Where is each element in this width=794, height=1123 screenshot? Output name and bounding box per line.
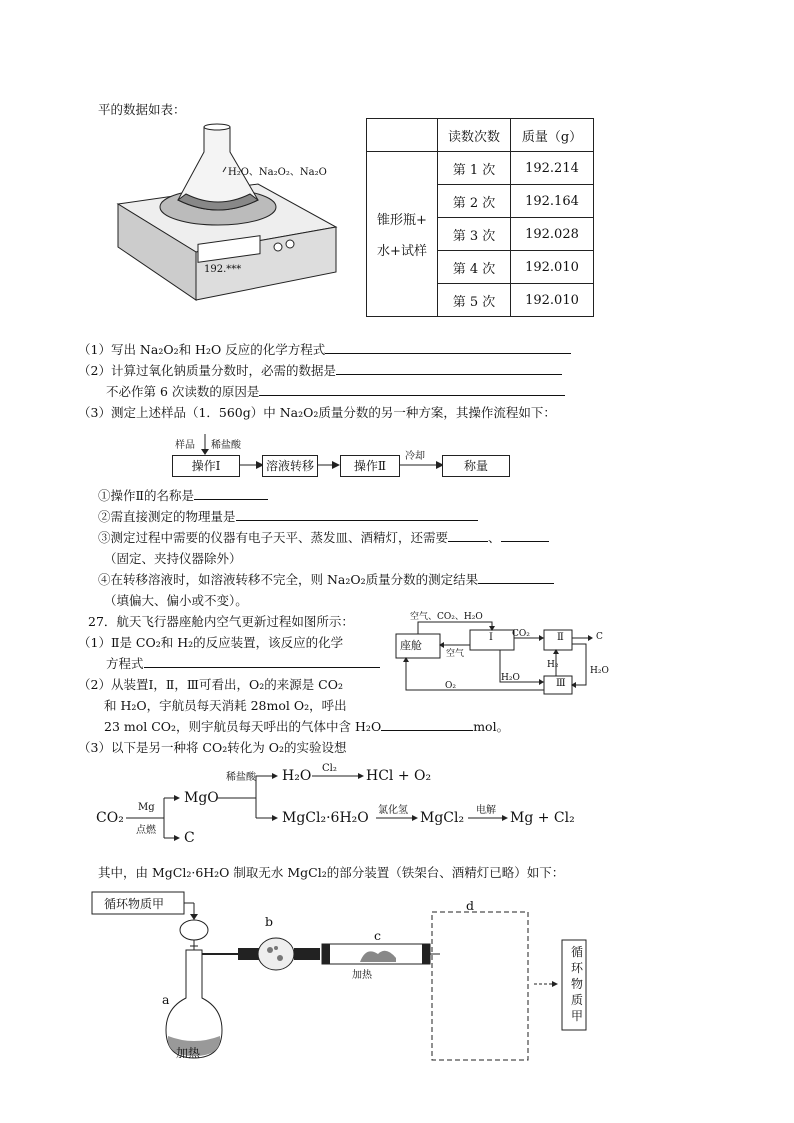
answer-blank[interactable] xyxy=(194,487,268,500)
answer-blank[interactable] xyxy=(144,655,380,668)
intro-text: 平的数据如表： xyxy=(98,102,186,117)
table-row xyxy=(367,119,594,152)
q27-part2c: 23 mol CO₂，则宇航员每天呼出的气体中含 H₂O mol。 xyxy=(104,719,510,734)
apparatus-label-c: c xyxy=(374,928,382,943)
row-group-label: 锥形瓶+ 水+试样 xyxy=(367,152,438,317)
scheme-mgcl2-hydrate: MgCl₂·6H₂O xyxy=(282,810,369,826)
question-27: 27．航天飞行器座舱内空气更新过程如图所示： xyxy=(88,614,354,629)
flask-label: H₂O、Na₂O₂、Na₂O xyxy=(228,167,327,178)
flow-op1: 操作Ⅰ xyxy=(172,455,240,477)
cabin-h2o-label: H₂O xyxy=(501,673,520,683)
apparatus-loop-vertical: 循 环 物 质 甲 xyxy=(570,945,583,1023)
flow-weigh: 称量 xyxy=(442,455,510,477)
apparatus-loop-box: 循环物质甲 xyxy=(104,897,165,911)
question-3: （3）测定上述样品（1．560g）中 Na₂O₂质量分数的另一种方案，其操作流程如下： xyxy=(78,405,556,420)
q27-part2b: 和 H₂O，宇航员每天消耗 28mol O₂，呼出 xyxy=(104,698,347,713)
answer-blank[interactable] xyxy=(501,529,549,542)
apparatus-diagram xyxy=(90,888,610,1068)
scheme-co2: CO₂ xyxy=(96,810,124,826)
answer-blank[interactable] xyxy=(381,718,473,731)
balance-illustration xyxy=(108,122,348,312)
answer-blank[interactable] xyxy=(325,341,571,354)
table-cell: 第 3 次 xyxy=(438,218,511,251)
sub-1: ①操作Ⅱ的名称是 xyxy=(98,486,268,504)
sub-2: ②需直接测定的物理量是 xyxy=(98,507,478,525)
scheme-electro: 电解 xyxy=(476,805,496,816)
cabin-unit-3: Ⅲ xyxy=(556,678,566,689)
table-header: 读数次数 xyxy=(438,119,511,152)
cabin-box-label: 座舱 xyxy=(400,639,422,652)
table-cell: 第 4 次 xyxy=(438,251,511,284)
apparatus-intro: 其中，由 MgCl₂·6H₂O 制取无水 MgCl₂的部分装置（铁架台、酒精灯已略）如下： xyxy=(98,865,565,880)
flow-input-sample: 样品 xyxy=(175,440,195,451)
apparatus-heat-a: 加热 xyxy=(176,1046,201,1060)
answer-blank[interactable] xyxy=(236,508,478,521)
q27-part1b: 方程式 xyxy=(106,654,380,672)
scheme-mg: Mg xyxy=(138,802,155,813)
q27-part2a: （2）从装置Ⅰ，Ⅱ，Ⅲ可看出，O₂的来源是 CO₂ xyxy=(78,677,343,692)
table-cell: 192.164 xyxy=(511,185,594,218)
table-cell: 192.010 xyxy=(511,251,594,284)
question-2a: （2）计算过氧化钠质量分数时，必需的数据是 xyxy=(78,361,562,379)
table-cell: 192.028 xyxy=(511,218,594,251)
scheme-prod2: Mg + Cl₂ xyxy=(510,810,575,826)
answer-blank[interactable] xyxy=(478,571,554,584)
cabin-h2o-right-label: H₂O xyxy=(590,666,609,676)
question-1: （1）写出 Na₂O₂和 H₂O 反应的化学方程式 xyxy=(78,340,571,358)
q27-part3: （3）以下是另一种将 CO₂转化为 O₂的实验设想 xyxy=(78,740,347,755)
sub-3: ③测定过程中需要的仪器有电子天平、蒸发皿、酒精灯，还需要 、 xyxy=(98,528,549,546)
apparatus-label-a: a xyxy=(162,992,170,1007)
flow-input-acid: 稀盐酸 xyxy=(211,440,241,451)
scheme-cl2: Cl₂ xyxy=(322,763,337,774)
answer-blank[interactable] xyxy=(336,362,562,375)
apparatus-heat-c: 加热 xyxy=(352,970,372,981)
sub-4b: （填偏大、偏小或不变）。 xyxy=(104,593,248,608)
cabin-top-label: 空气、CO₂、H₂O xyxy=(410,612,483,622)
question-2b: 不必作第 6 次读数的原因是 xyxy=(106,382,565,400)
table-cell: 第 2 次 xyxy=(438,185,511,218)
scheme-hcl-gas: 氯化氢 xyxy=(378,805,408,816)
flow-transfer: 溶液转移 xyxy=(262,455,318,477)
cabin-c-label: C xyxy=(596,632,603,642)
scheme-mgo: MgO xyxy=(184,790,219,806)
scheme-h2o: H₂O xyxy=(282,768,312,784)
scheme-mgcl2: MgCl₂ xyxy=(420,810,465,826)
answer-blank[interactable] xyxy=(259,383,565,396)
data-table xyxy=(366,118,594,317)
cabin-air-label: 空气 xyxy=(446,649,465,659)
scheme-c: C xyxy=(184,830,195,846)
sub-3b: （固定、夹持仪器除外） xyxy=(104,551,242,566)
scheme-hcl: 稀盐酸 xyxy=(226,772,256,783)
apparatus-label-d: d xyxy=(466,898,475,913)
table-header: 质量（g） xyxy=(511,119,594,152)
cabin-diagram xyxy=(396,612,626,702)
cabin-o2-label: O₂ xyxy=(445,681,456,691)
q27-part1a: （1）Ⅱ是 CO₂和 H₂的反应装置，该反应的化学 xyxy=(78,635,344,650)
cabin-h2-label: H₂ xyxy=(547,660,559,670)
flow-cool: 冷却 xyxy=(405,451,425,462)
flow-op2: 操作Ⅱ xyxy=(340,455,400,477)
balance-reading: 192.*** xyxy=(204,264,242,275)
cabin-unit-2: Ⅱ xyxy=(557,632,564,643)
apparatus-label-b: b xyxy=(265,914,274,929)
sub-4: ④在转移溶液时，如溶液转移不完全，则 Na₂O₂质量分数的测定结果 xyxy=(98,570,554,588)
table-cell: 192.010 xyxy=(511,284,594,317)
scheme-prod1: HCl + O₂ xyxy=(366,768,432,784)
table-cell: 第 5 次 xyxy=(438,284,511,317)
scheme-ignite: 点燃 xyxy=(136,825,156,836)
table-cell: 192.214 xyxy=(511,152,594,185)
cabin-co2-label: CO₂ xyxy=(512,629,530,639)
table-cell: 第 1 次 xyxy=(438,152,511,185)
cabin-unit-1: Ⅰ xyxy=(489,632,493,643)
table-row xyxy=(367,152,594,185)
answer-blank[interactable] xyxy=(448,529,488,542)
